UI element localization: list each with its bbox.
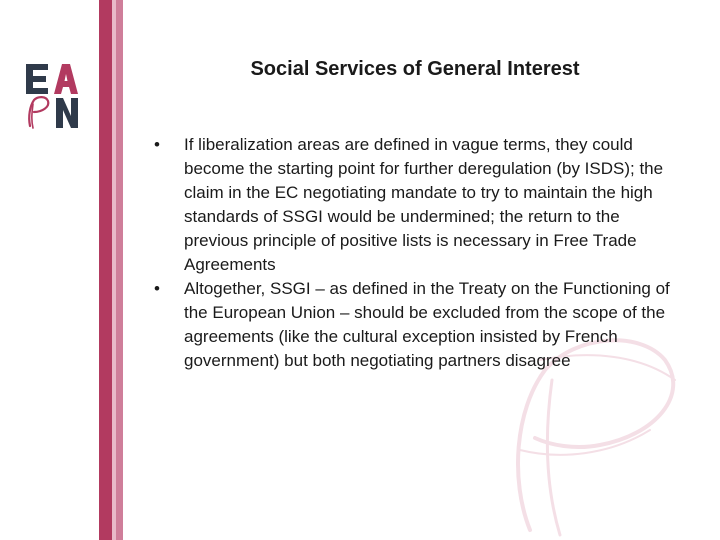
bullet-item <box>152 277 672 373</box>
bullet-marker: • <box>154 135 160 154</box>
bullet-list <box>152 133 672 373</box>
eapn-logo <box>24 60 88 130</box>
bullet-text: Altogether, SSGI – as defined in the Treaty on the Functioning of the European Union – should be excluded from the scope of the agreements (like the cultural exception insisted by French government) but both negotiating partners disagree <box>184 279 670 370</box>
bullet-text: If liberalization areas are defined in vague terms, they could become the starting point for further deregulation (by ISDS); the claim in the EC negotiating mandate to try to maintain the high standards of SSGI would be undermined; the return to the previous principle of positive lists is necessary in Free Trade Agreements <box>184 135 664 274</box>
bullet-item <box>152 133 672 277</box>
left-stripe-thin <box>116 0 123 540</box>
bullet-marker: • <box>154 279 160 298</box>
left-stripe-accent <box>99 0 112 540</box>
slide-title: Social Services of General Interest <box>250 58 580 80</box>
